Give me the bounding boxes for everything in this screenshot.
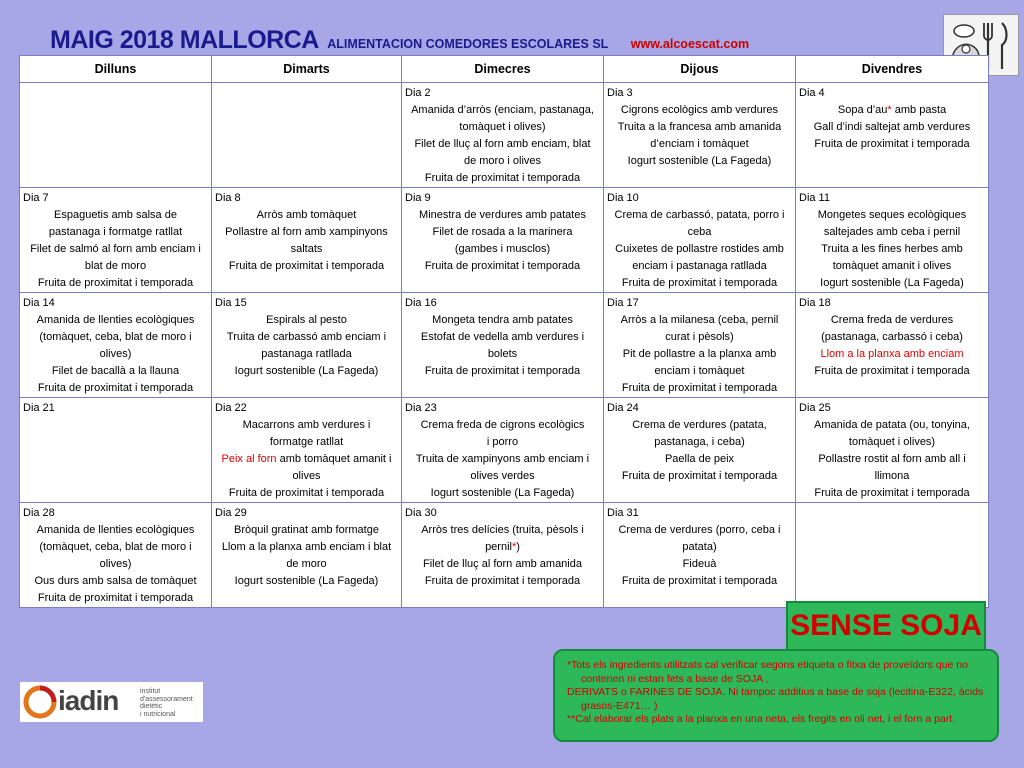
menu-dish-line: Crema freda de verdures: [830, 314, 954, 326]
menu-dish-line: Crema de carbassó, patata, porro i: [614, 209, 785, 221]
day-label: Dia 25: [799, 402, 831, 414]
menu-dish-line: bolets: [487, 348, 518, 360]
menu-dish-line: Filet de bacallà a la llauna: [51, 365, 180, 377]
menu-dish-line: Fruita de proximitat i temporada: [621, 575, 778, 587]
table-row: [20, 188, 989, 293]
menu-dish-line: Bròquil gratinat amb formatge: [234, 524, 379, 536]
menu-dish-line: pernil*): [485, 541, 520, 553]
menu-dish-line: pastanaga, i ceba): [654, 436, 745, 448]
day-cell: [20, 188, 212, 293]
menu-dish-line: Mongetes seques ecològiques: [817, 209, 967, 221]
day-label: Dia 17: [607, 297, 639, 309]
menu-dish-line: Iogurt sostenible (La Fageda): [820, 277, 964, 289]
menu-dish-line: Truita a les fines herbes amb: [821, 243, 963, 255]
menu-dish-line: tomàquet i olives): [848, 436, 936, 448]
day-cell: [402, 188, 604, 293]
menu-dish-line: Espaguetis amb salsa de: [54, 209, 177, 221]
menu-dish-line: Arròs tres delícies (truita, pèsols i: [421, 524, 584, 536]
menu-dish-line: tomàquet i olives): [459, 121, 546, 133]
menu-dish-line: Filet de lluç al forn amb amanida: [423, 558, 582, 570]
menu-dish-line: olives verdes: [470, 470, 535, 482]
day-label: Dia 7: [23, 192, 49, 204]
day-cell: [402, 398, 604, 503]
menu-dish-line: olives: [292, 470, 321, 482]
menu-dish-line: Pit de pollastre a la planxa amb: [622, 348, 777, 360]
note-line: grasos-E471… ): [581, 699, 658, 712]
menu-dish-line: Fruita de proximitat i temporada: [228, 260, 385, 272]
menu-dish-line: Macarrons amb verdures i: [242, 419, 371, 431]
menu-dish-line: Crema freda de cigrons ecològics: [420, 419, 585, 431]
day-cell: [604, 503, 796, 608]
day-label: Dia 23: [405, 402, 437, 414]
menu-dish-line: Truita a la francesa amb amanida: [617, 121, 782, 133]
menu-dish-line: saltejades amb ceba i pernil: [823, 226, 961, 238]
day-cell: [604, 398, 796, 503]
menu-dish-line: curat i pèsols): [665, 331, 734, 343]
day-label: Dia 31: [607, 507, 639, 519]
menu-dish-line: de moro: [286, 558, 327, 570]
column-header-wednesday: Dimecres: [402, 56, 604, 83]
menu-dish-line: Amanida de llenties ecològiques: [36, 524, 195, 536]
menu-dish-line: Fruita de proximitat i temporada: [37, 277, 194, 289]
day-cell: [402, 503, 604, 608]
day-cell: [796, 503, 989, 608]
day-label: Dia 15: [215, 297, 247, 309]
menu-dish-line: enciam i pastanaga ratllada: [632, 260, 767, 272]
day-label: Dia 22: [215, 402, 247, 414]
day-cell: [402, 83, 604, 188]
day-label: Dia 29: [215, 507, 247, 519]
menu-dish-line: Cuixetes de pollastre rostides amb: [615, 243, 784, 255]
menu-dish-line: Llom a la planxa amb enciam i blat: [221, 541, 392, 553]
menu-dish-line: Fruita de proximitat i temporada: [37, 382, 194, 394]
menu-dish-line: saltats: [290, 243, 323, 255]
column-header-tuesday: Dimarts: [212, 56, 402, 83]
day-cell: [796, 83, 989, 188]
title-url: www.alcoescat.com: [630, 37, 750, 51]
menu-dish-line: Fruita de proximitat i temporada: [621, 382, 778, 394]
menu-dish-line: formatge ratllat: [269, 436, 344, 448]
title-company: ALIMENTACION COMEDORES ESCOLARES SL: [327, 37, 609, 51]
day-cell: [212, 188, 402, 293]
day-label: Dia 14: [23, 297, 55, 309]
menu-dish-line: Iogurt sostenible (La Fageda): [234, 575, 379, 587]
menu-dish-line: (gambes i musclos): [454, 243, 551, 255]
menu-dish-line: Llom a la planxa amb enciam: [820, 348, 964, 360]
column-header-friday: Divendres: [796, 56, 989, 83]
menu-dish-line: Filet de lluç al forn amb enciam, blat: [414, 138, 591, 150]
day-cell: [212, 503, 402, 608]
menu-dish-line: Paella de peix: [664, 453, 735, 465]
menu-dish-line: ceba: [687, 226, 712, 238]
menu-dish-line: Fruita de proximitat i temporada: [424, 365, 581, 377]
day-label: Dia 2: [405, 87, 431, 99]
day-label: Dia 16: [405, 297, 437, 309]
menu-dish-line: pastanaga ratllada: [261, 348, 352, 360]
menu-dish-line: olives): [99, 348, 132, 360]
menu-dish-line: Ous durs amb salsa de tomàquet: [34, 575, 197, 587]
day-cell: [20, 503, 212, 608]
note-line: contenen ni estan fets a base de SOJA ,: [581, 672, 769, 685]
note-line: DERIVATS o FARINES DE SOJA. Ni tampoc additius a base de soja (lecitina-E322, àcids: [567, 686, 984, 698]
menu-dish-line: blat de moro: [84, 260, 147, 272]
menu-dish-line: Iogurt sostenible (La Fageda): [627, 155, 772, 167]
menu-dish-line: Cigrons ecològics amb verdures: [620, 104, 779, 116]
menu-dish-line: Filet de rosada a la marinera: [432, 226, 573, 238]
menu-dish-line: Crema de verdures (patata,: [632, 419, 767, 431]
day-label: Dia 21: [23, 402, 55, 414]
menu-dish-line: (tomàquet, ceba, blat de moro i: [39, 331, 192, 343]
menu-dish-line: Amanida d’arròs (enciam, pastanaga,: [411, 104, 594, 116]
day-cell: [402, 293, 604, 398]
title-main: MAIG 2018 MALLORCA: [50, 26, 319, 54]
menu-dish-line: Fruita de proximitat i temporada: [621, 470, 778, 482]
day-label: Dia 3: [607, 87, 633, 99]
day-label: Dia 9: [405, 192, 431, 204]
table-row: [20, 398, 989, 503]
day-label: Dia 18: [799, 297, 831, 309]
iadin-logo: [20, 682, 203, 722]
menu-dish-line: Pollastre rostit al forn amb all i: [818, 453, 966, 465]
day-cell: [604, 188, 796, 293]
menu-dish-line: enciam i tomàquet: [654, 365, 745, 377]
menu-dish-line: (tomàquet, ceba, blat de moro i: [39, 541, 192, 553]
day-label: Dia 28: [23, 507, 55, 519]
day-cell: [212, 293, 402, 398]
menu-dish-line: Truita de xampinyons amb enciam i: [415, 453, 590, 465]
menu-dish-line: Fruita de proximitat i temporada: [621, 277, 778, 289]
menu-table: [19, 55, 989, 608]
menu-dish-line: i porro: [486, 436, 519, 448]
menu-table-body: [20, 83, 989, 608]
note-line: **Cal elaborar els plats a la planxa en una neta, els fregits en oli net, i el forn a part.: [567, 713, 956, 725]
menu-dish-line: Fruita de proximitat i temporada: [37, 592, 194, 604]
menu-dish-line: olives): [99, 558, 132, 570]
menu-dish-line: (pastanaga, carbassó i ceba): [821, 331, 963, 343]
menu-dish-line: Fruita de proximitat i temporada: [814, 138, 970, 150]
menu-dish-line: Fideuà: [682, 558, 717, 570]
menu-dish-line: Crema de verdures (porro, ceba i: [618, 524, 781, 536]
iadin-wordmark: iadin: [58, 685, 119, 716]
day-label: Dia 30: [405, 507, 437, 519]
note-line: *Tots els ingredients utilitzats cal verificar segons etiqueta o fitxa de proveïdors que no: [567, 659, 968, 671]
menu-dish-line: Sopa d’au* amb pasta: [837, 104, 947, 116]
menu-dish-line: Minestra de verdures amb patates: [419, 209, 586, 221]
menu-dish-line: Filet de salmó al forn amb enciam i: [30, 243, 201, 255]
menu-dish-line: pastanaga i formatge ratllat: [48, 226, 183, 238]
menu-dish-line: Pollastre al forn amb xampinyons: [225, 226, 388, 238]
day-cell: [212, 83, 402, 188]
day-cell: [796, 293, 989, 398]
menu-dish-line: Arròs a la milanesa (ceba, pernil: [620, 314, 779, 326]
day-cell: [604, 83, 796, 188]
day-cell: [796, 188, 989, 293]
column-header-thursday: Dijous: [604, 56, 796, 83]
menu-dish-line: Fruita de proximitat i temporada: [814, 487, 970, 499]
menu-dish-line: Peix al forn amb tomàquet amanit i: [221, 453, 392, 465]
day-label: Dia 10: [607, 192, 639, 204]
table-row: [20, 503, 989, 608]
menu-dish-line: Amanida de patata (ou, tonyina,: [814, 419, 970, 431]
allergen-note: [553, 649, 999, 742]
menu-dish-line: d’enciam i tomàquet: [650, 138, 749, 150]
menu-dish-line: Espirals al pesto: [266, 314, 347, 326]
day-cell: [604, 293, 796, 398]
day-cell: [20, 293, 212, 398]
menu-dish-line: tomàquet amanit i olives: [832, 260, 952, 272]
day-label: Dia 8: [215, 192, 241, 204]
page-title: [50, 26, 749, 55]
menu-dish-line: patata): [682, 541, 717, 553]
sense-soja-badge: SENSE SOJA: [786, 601, 986, 651]
table-row: [20, 83, 989, 188]
iadin-tagline: institut d'assessorament dietètic i nutricional: [140, 688, 193, 718]
day-cell: [212, 398, 402, 503]
menu-dish-line: Fruita de proximitat i temporada: [228, 487, 385, 499]
table-row: [20, 293, 989, 398]
day-label: Dia 11: [799, 192, 830, 204]
menu-dish-line: Fruita de proximitat i temporada: [424, 172, 581, 184]
day-cell: [20, 83, 212, 188]
table-header-row: [20, 56, 989, 83]
menu-dish-line: Estofat de vedella amb verdures i: [420, 331, 585, 343]
menu-dish-line: Truita de carbassó amb enciam i: [226, 331, 387, 343]
day-label: Dia 4: [799, 87, 825, 99]
menu-dish-line: Gall d’indi saltejat amb verdures: [813, 121, 971, 133]
day-label: Dia 24: [607, 402, 639, 414]
menu-dish-line: Iogurt sostenible (La Fageda): [430, 487, 575, 499]
menu-dish-line: Fruita de proximitat i temporada: [814, 365, 970, 377]
menu-dish-line: llimona: [874, 470, 910, 482]
menu-dish-line: Mongeta tendra amb patates: [432, 314, 573, 326]
day-cell: [20, 398, 212, 503]
menu-dish-line: de moro i olives: [463, 155, 542, 167]
column-header-monday: Dilluns: [20, 56, 212, 83]
menu-dish-line: Arròs amb tomàquet: [256, 209, 357, 221]
menu-dish-line: Fruita de proximitat i temporada: [424, 260, 581, 272]
iadin-ring-icon: [22, 684, 58, 720]
menu-dish-line: Iogurt sostenible (La Fageda): [234, 365, 379, 377]
day-cell: [796, 398, 989, 503]
menu-dish-line: Fruita de proximitat i temporada: [424, 575, 581, 587]
menu-dish-line: Amanida de llenties ecològiques: [36, 314, 195, 326]
